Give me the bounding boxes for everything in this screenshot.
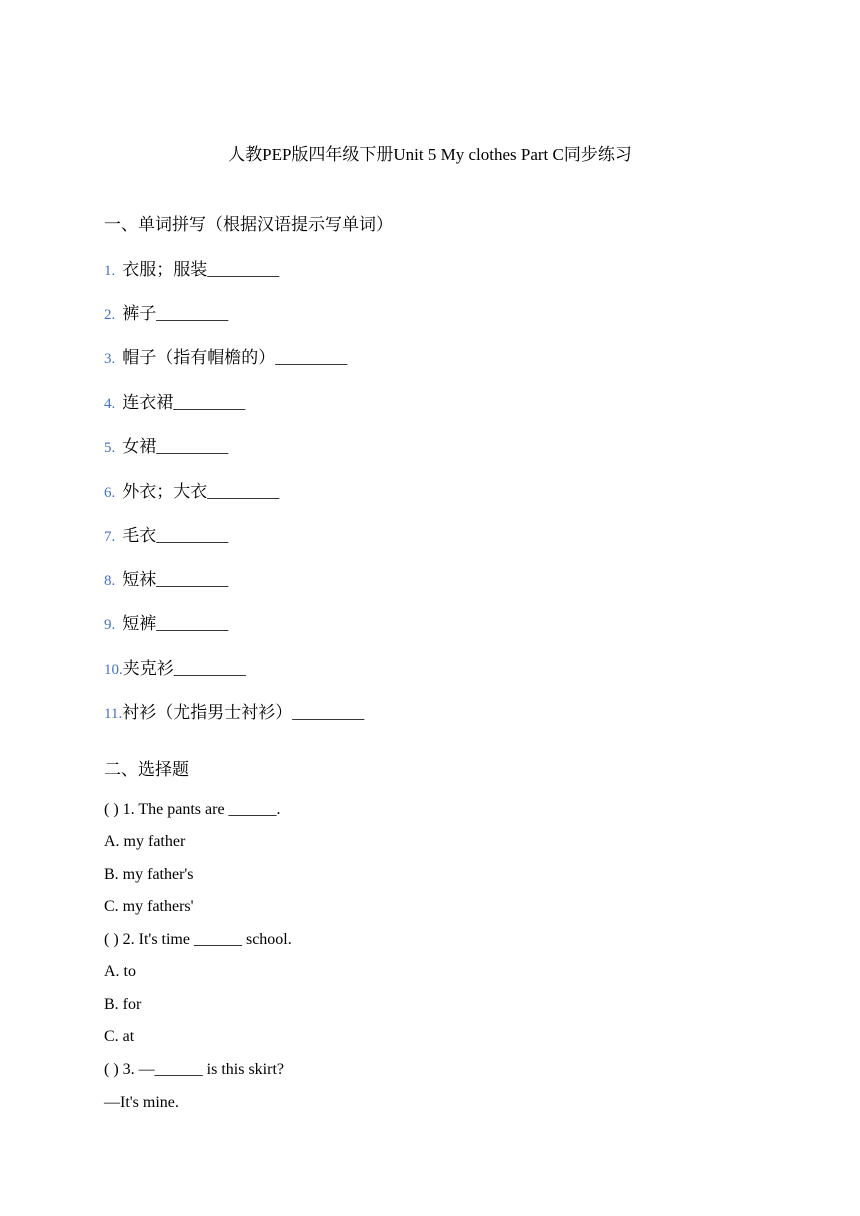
question-stem: ( ) 1. The pants are ______. [104,801,281,818]
item-number: 5. [104,440,116,456]
page-title: 人教PEP版四年级下册Unit 5 My clothes Part C同步练习 [228,145,632,164]
chinese-hint: 毛衣 [122,526,157,546]
chinese-hint: 衣服；服装 [122,260,208,280]
answer-blank[interactable]: _________ [207,484,280,501]
question-stem: ( ) 3. —______ is this skirt? [104,1061,284,1078]
chinese-hint: 连衣裙 [122,393,174,413]
vocab-item [104,258,279,283]
chinese-hint: 裤子 [122,304,157,324]
answer-blank[interactable]: _________ [156,572,229,589]
chinese-hint: 帽子（指有帽檐的） [122,348,276,368]
item-number: 9. [104,617,116,633]
vocab-item [104,480,279,505]
item-number: 2. [104,307,116,323]
vocab-item [104,524,228,549]
item-number: 4. [104,396,116,412]
vocab-item [104,391,245,416]
answer-blank[interactable]: _________ [207,262,280,279]
answer-blank[interactable]: _________ [275,350,348,367]
section-heading-multiple-choice: 二、选择题 [104,760,189,780]
vocab-item [104,657,246,682]
question-stem: ( ) 2. It's time ______ school. [104,931,292,948]
chinese-hint: 短裤 [122,614,157,634]
answer-blank[interactable]: _________ [156,306,229,323]
item-number: 8. [104,573,116,589]
chinese-hint: 外衣；大衣 [122,482,208,502]
answer-blank[interactable]: _________ [156,616,229,633]
answer-option[interactable]: B. my father's [104,866,194,883]
item-number: 11. [104,706,123,722]
answer-option[interactable]: C. my fathers' [104,898,194,915]
answer-blank[interactable]: _________ [173,395,246,412]
answer-blank[interactable]: _________ [173,661,246,678]
answer-blank[interactable]: _________ [156,528,229,545]
answer-blank[interactable]: _________ [156,439,229,456]
chinese-hint: 女裙 [122,437,157,457]
answer-option[interactable]: B. for [104,996,142,1013]
chinese-hint: 衬衫（尤指男士衬衫） [122,703,293,723]
vocab-item [104,346,347,371]
vocab-item [104,568,228,593]
question-dialogue-line: —It's mine. [104,1094,179,1111]
answer-blank[interactable]: _________ [292,705,365,722]
answer-option[interactable]: A. to [104,963,136,980]
vocab-item [104,612,228,637]
vocab-item [104,302,228,327]
item-number: 6. [104,485,116,501]
item-number: 10. [104,662,123,678]
section-heading-spelling: 一、单词拼写（根据汉语提示写单词） [104,215,393,235]
chinese-hint: 夹克衫 [122,659,174,679]
item-number: 1. [104,263,116,279]
item-number: 7. [104,529,116,545]
vocab-item [104,701,364,726]
answer-option[interactable]: A. my father [104,833,186,850]
item-number: 3. [104,351,116,367]
chinese-hint: 短袜 [122,570,157,590]
vocab-item [104,435,228,460]
answer-option[interactable]: C. at [104,1028,135,1045]
